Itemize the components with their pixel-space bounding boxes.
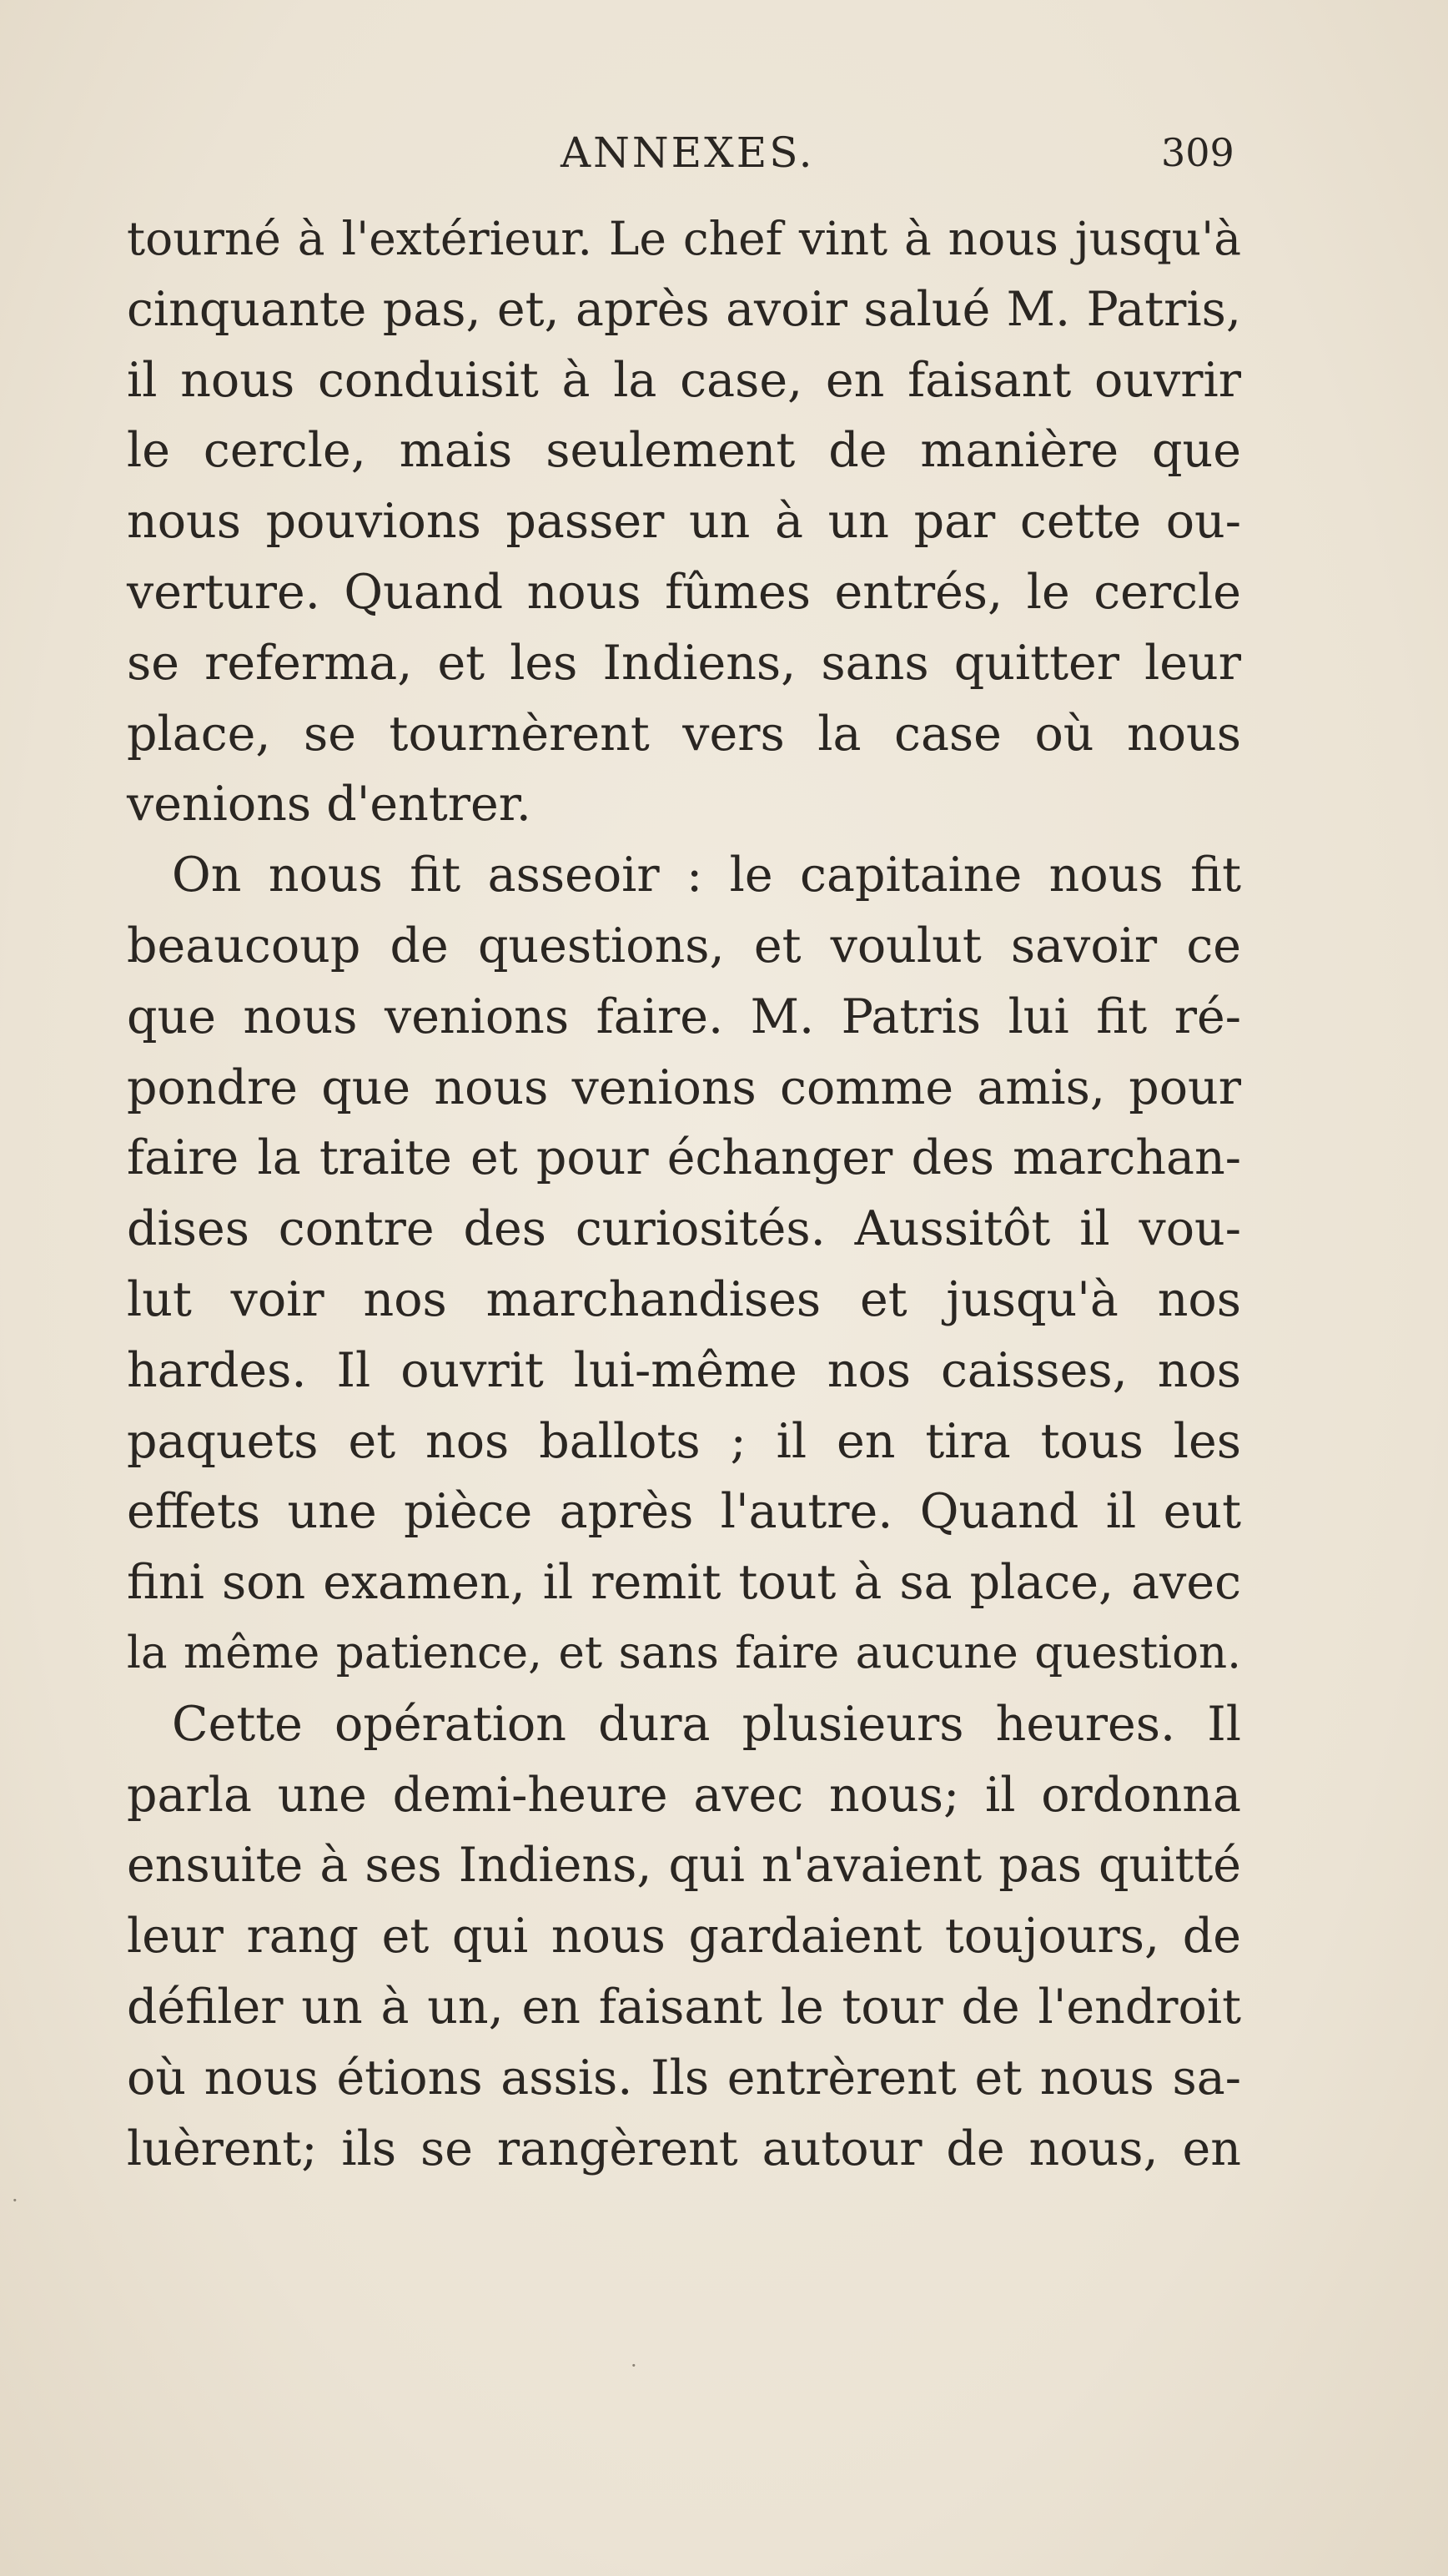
text-line: faire la traite et pour échanger des marchan- bbox=[127, 1130, 1241, 1186]
text-line: que nous venions faire. M. Patris lui fit ré- bbox=[127, 989, 1241, 1044]
paragraph-end-line: la même patience, et sans faire aucune question. bbox=[127, 1627, 1241, 1678]
page-header bbox=[0, 123, 1448, 182]
text-line: le cercle, mais seulement de manière que bbox=[127, 423, 1241, 479]
text-line: cinquante pas, et, après avoir salué M. Patris, bbox=[127, 281, 1241, 337]
body-text bbox=[127, 204, 1241, 2184]
text-line: lut voir nos marchandises et jusqu'à nos bbox=[127, 1271, 1241, 1327]
text-line: verture. Quand nous fûmes entrés, le cercle bbox=[127, 564, 1241, 620]
text-line: parla une demi-heure avec nous; il ordonna bbox=[127, 1767, 1241, 1823]
text-line: où nous étions assis. Ils entrèrent et nous sa- bbox=[127, 2050, 1241, 2106]
paragraph-start-line: Cette opération dura plusieurs heures. Il bbox=[172, 1696, 1241, 1752]
paragraph-end-line: venions d'entrer. bbox=[127, 777, 531, 833]
text-line: il nous conduisit à la case, en faisant ouvrir bbox=[127, 352, 1241, 408]
text-line: tourné à l'extérieur. Le chef vint à nous jusqu'à bbox=[127, 212, 1241, 265]
text-line: luèrent; ils se rangèrent autour de nous, en bbox=[127, 2121, 1241, 2176]
text-line: défiler un à un, en faisant le tour de l'endroit bbox=[127, 1979, 1241, 2035]
page-number: 309 bbox=[1161, 130, 1234, 175]
paper-speck: · bbox=[631, 2354, 637, 2377]
text-line: pondre que nous venions comme amis, pour bbox=[127, 1059, 1241, 1115]
text-line: beaucoup de questions, et voulut savoir ce bbox=[127, 918, 1241, 974]
text-line: effets une pièce après l'autre. Quand il eut bbox=[127, 1484, 1241, 1540]
text-line: leur rang et qui nous gardaient toujours, de bbox=[127, 1909, 1241, 1965]
text-line: paquets et nos ballots ; il en tira tous les bbox=[127, 1413, 1241, 1469]
running-title: ANNEXES. bbox=[561, 128, 815, 177]
text-line: nous pouvions passer un à un par cette ou- bbox=[127, 494, 1241, 550]
paper-speck: · bbox=[12, 2189, 18, 2212]
text-line: hardes. Il ouvrit lui-même nos caisses, nos bbox=[127, 1342, 1241, 1398]
text-line: dises contre des curiosités. Aussitôt il vou- bbox=[127, 1201, 1241, 1257]
text-line: ensuite à ses Indiens, qui n'avaient pas quitté bbox=[127, 1838, 1241, 1894]
paragraph-start-line: On nous fit asseoir : le capitaine nous fit bbox=[172, 848, 1241, 903]
text-line: fini son examen, il remit tout à sa place, avec bbox=[127, 1555, 1241, 1611]
text-line: place, se tournèrent vers la case où nous bbox=[127, 706, 1241, 762]
text-line: se referma, et les Indiens, sans quitter leur bbox=[127, 635, 1241, 691]
